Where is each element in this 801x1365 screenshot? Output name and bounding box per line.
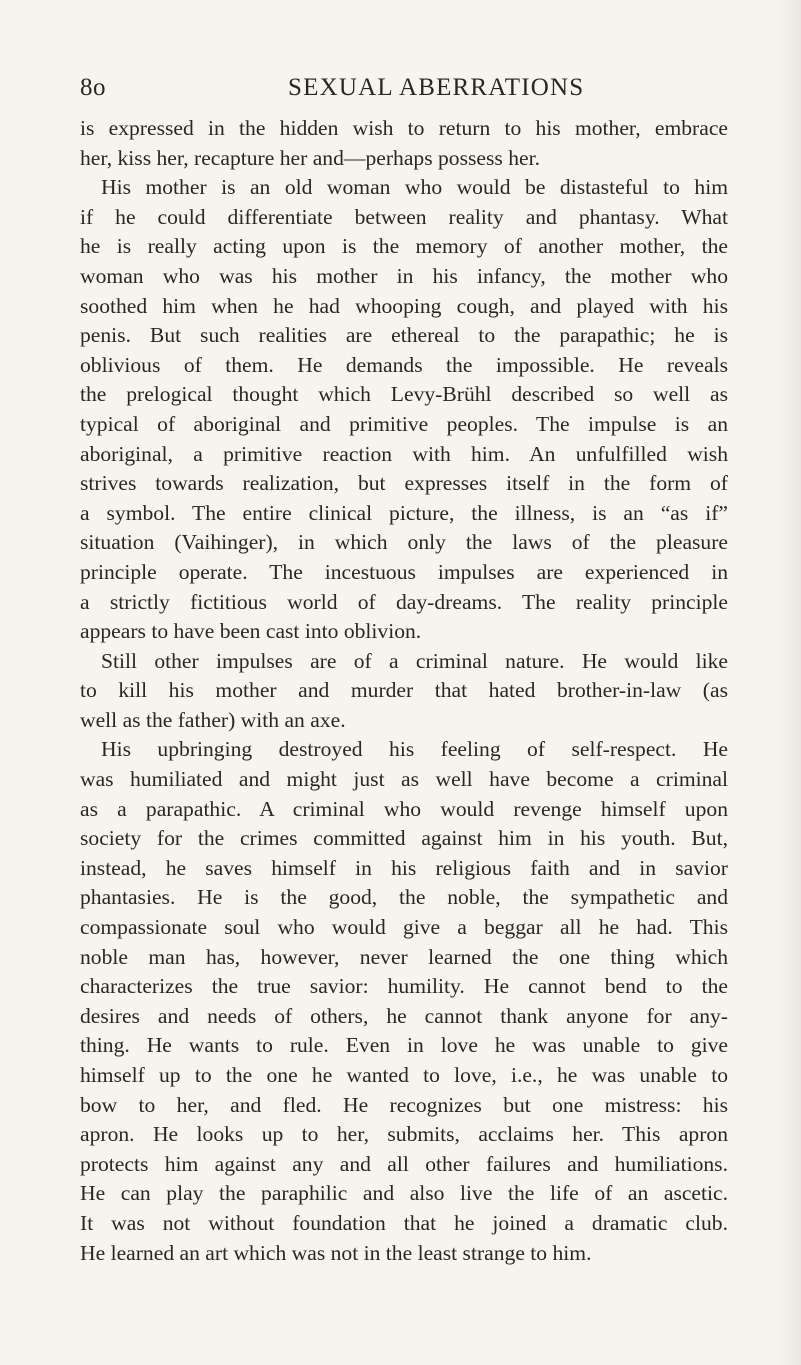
- text-line: well as the father) with an axe.: [80, 707, 346, 732]
- text-line: typical of aboriginal and primitive peoples. The impulse is an: [80, 411, 728, 436]
- text-line: apron. He looks up to her, submits, acclaims her. This apron: [80, 1122, 728, 1147]
- text-line: desires and needs of others, he cannot thank anyone for any-: [80, 1003, 728, 1028]
- text-line: aboriginal, a primitive reaction with him. An unfulfilled wish: [80, 441, 728, 466]
- text-line: if he could differentiate between reality and phantasy. What: [80, 204, 728, 229]
- paragraph: [80, 647, 728, 736]
- text-line: situation (Vaihinger), in which only the laws of the pleasure: [80, 530, 728, 555]
- text-line: oblivious of them. He demands the impossible. He reveals: [80, 352, 728, 377]
- text-line: His mother is an old woman who would be distasteful to him: [101, 175, 728, 200]
- text-line: was humiliated and might just as well have become a criminal: [80, 767, 728, 792]
- text-line: is expressed in the hidden wish to return to his mother, embrace: [80, 116, 728, 140]
- text-line: as a parapathic. A criminal who would revenge himself upon: [80, 796, 728, 821]
- text-line: society for the crimes committed against him in his youth. But,: [80, 826, 728, 851]
- text-line: principle operate. The incestuous impulses are experienced in: [80, 559, 728, 584]
- text-line: he is really acting upon is the memory of another mother, the: [80, 234, 728, 259]
- text-line: thing. He wants to rule. Even in love he was unable to give: [80, 1033, 728, 1058]
- text-line: a symbol. The entire clinical picture, the illness, is an “as if”: [80, 500, 728, 525]
- text-line: protects him against any and all other failures and humiliations.: [80, 1151, 728, 1176]
- text-line: compassionate soul who would give a beggar all he had. This: [80, 915, 728, 940]
- running-head: SEXUAL ABERRATIONS: [288, 74, 585, 101]
- text-line: himself up to the one he wanted to love, i.e., he was unable to: [80, 1063, 728, 1087]
- text-line: characterizes the true savior: humility. He cannot bend to the: [80, 974, 728, 999]
- text-line: woman who was his mother in his infancy, the mother who: [80, 263, 728, 288]
- text-line: He learned an art which was not in the least strange to him.: [80, 1240, 592, 1265]
- text-line: noble man has, however, never learned the one thing which: [80, 944, 728, 969]
- paragraph: [80, 114, 728, 173]
- text-line: the prelogical thought which Levy-Brühl described so well as: [80, 382, 728, 407]
- text-line: It was not without foundation that he joined a dramatic club.: [80, 1210, 728, 1235]
- paragraph: [80, 735, 728, 1268]
- text-line: a strictly fictitious world of day-dreams. The reality principle: [80, 589, 728, 614]
- text-line: soothed him when he had whooping cough, and played with his: [80, 293, 728, 318]
- text-line: bow to her, and fled. He recognizes but one mistress: his: [80, 1092, 728, 1117]
- text-line: to kill his mother and murder that hated brother-in-law (as: [80, 678, 728, 703]
- text-line: His upbringing destroyed his feeling of self-respect. He: [101, 737, 728, 762]
- text-line: penis. But such realities are ethereal to the parapathic; he is: [80, 323, 728, 348]
- page-edge-shadow: [775, 0, 801, 1365]
- text-line: He can play the paraphilic and also live the life of an ascetic.: [80, 1181, 728, 1206]
- text-line: instead, he saves himself in his religious faith and in savior: [80, 855, 728, 880]
- body-text: [80, 114, 728, 1268]
- paragraph: [80, 173, 728, 647]
- page-number: 8o: [80, 74, 106, 101]
- text-line: strives towards realization, but expresses itself in the form of: [80, 471, 728, 496]
- text-line: appears to have been cast into oblivion.: [80, 619, 422, 644]
- text-line: phantasies. He is the good, the noble, the sympathetic and: [80, 885, 728, 910]
- text-line: her, kiss her, recapture her and—perhaps possess her.: [80, 145, 540, 170]
- page-header: [80, 74, 720, 114]
- text-line: Still other impulses are of a criminal nature. He would like: [101, 648, 728, 673]
